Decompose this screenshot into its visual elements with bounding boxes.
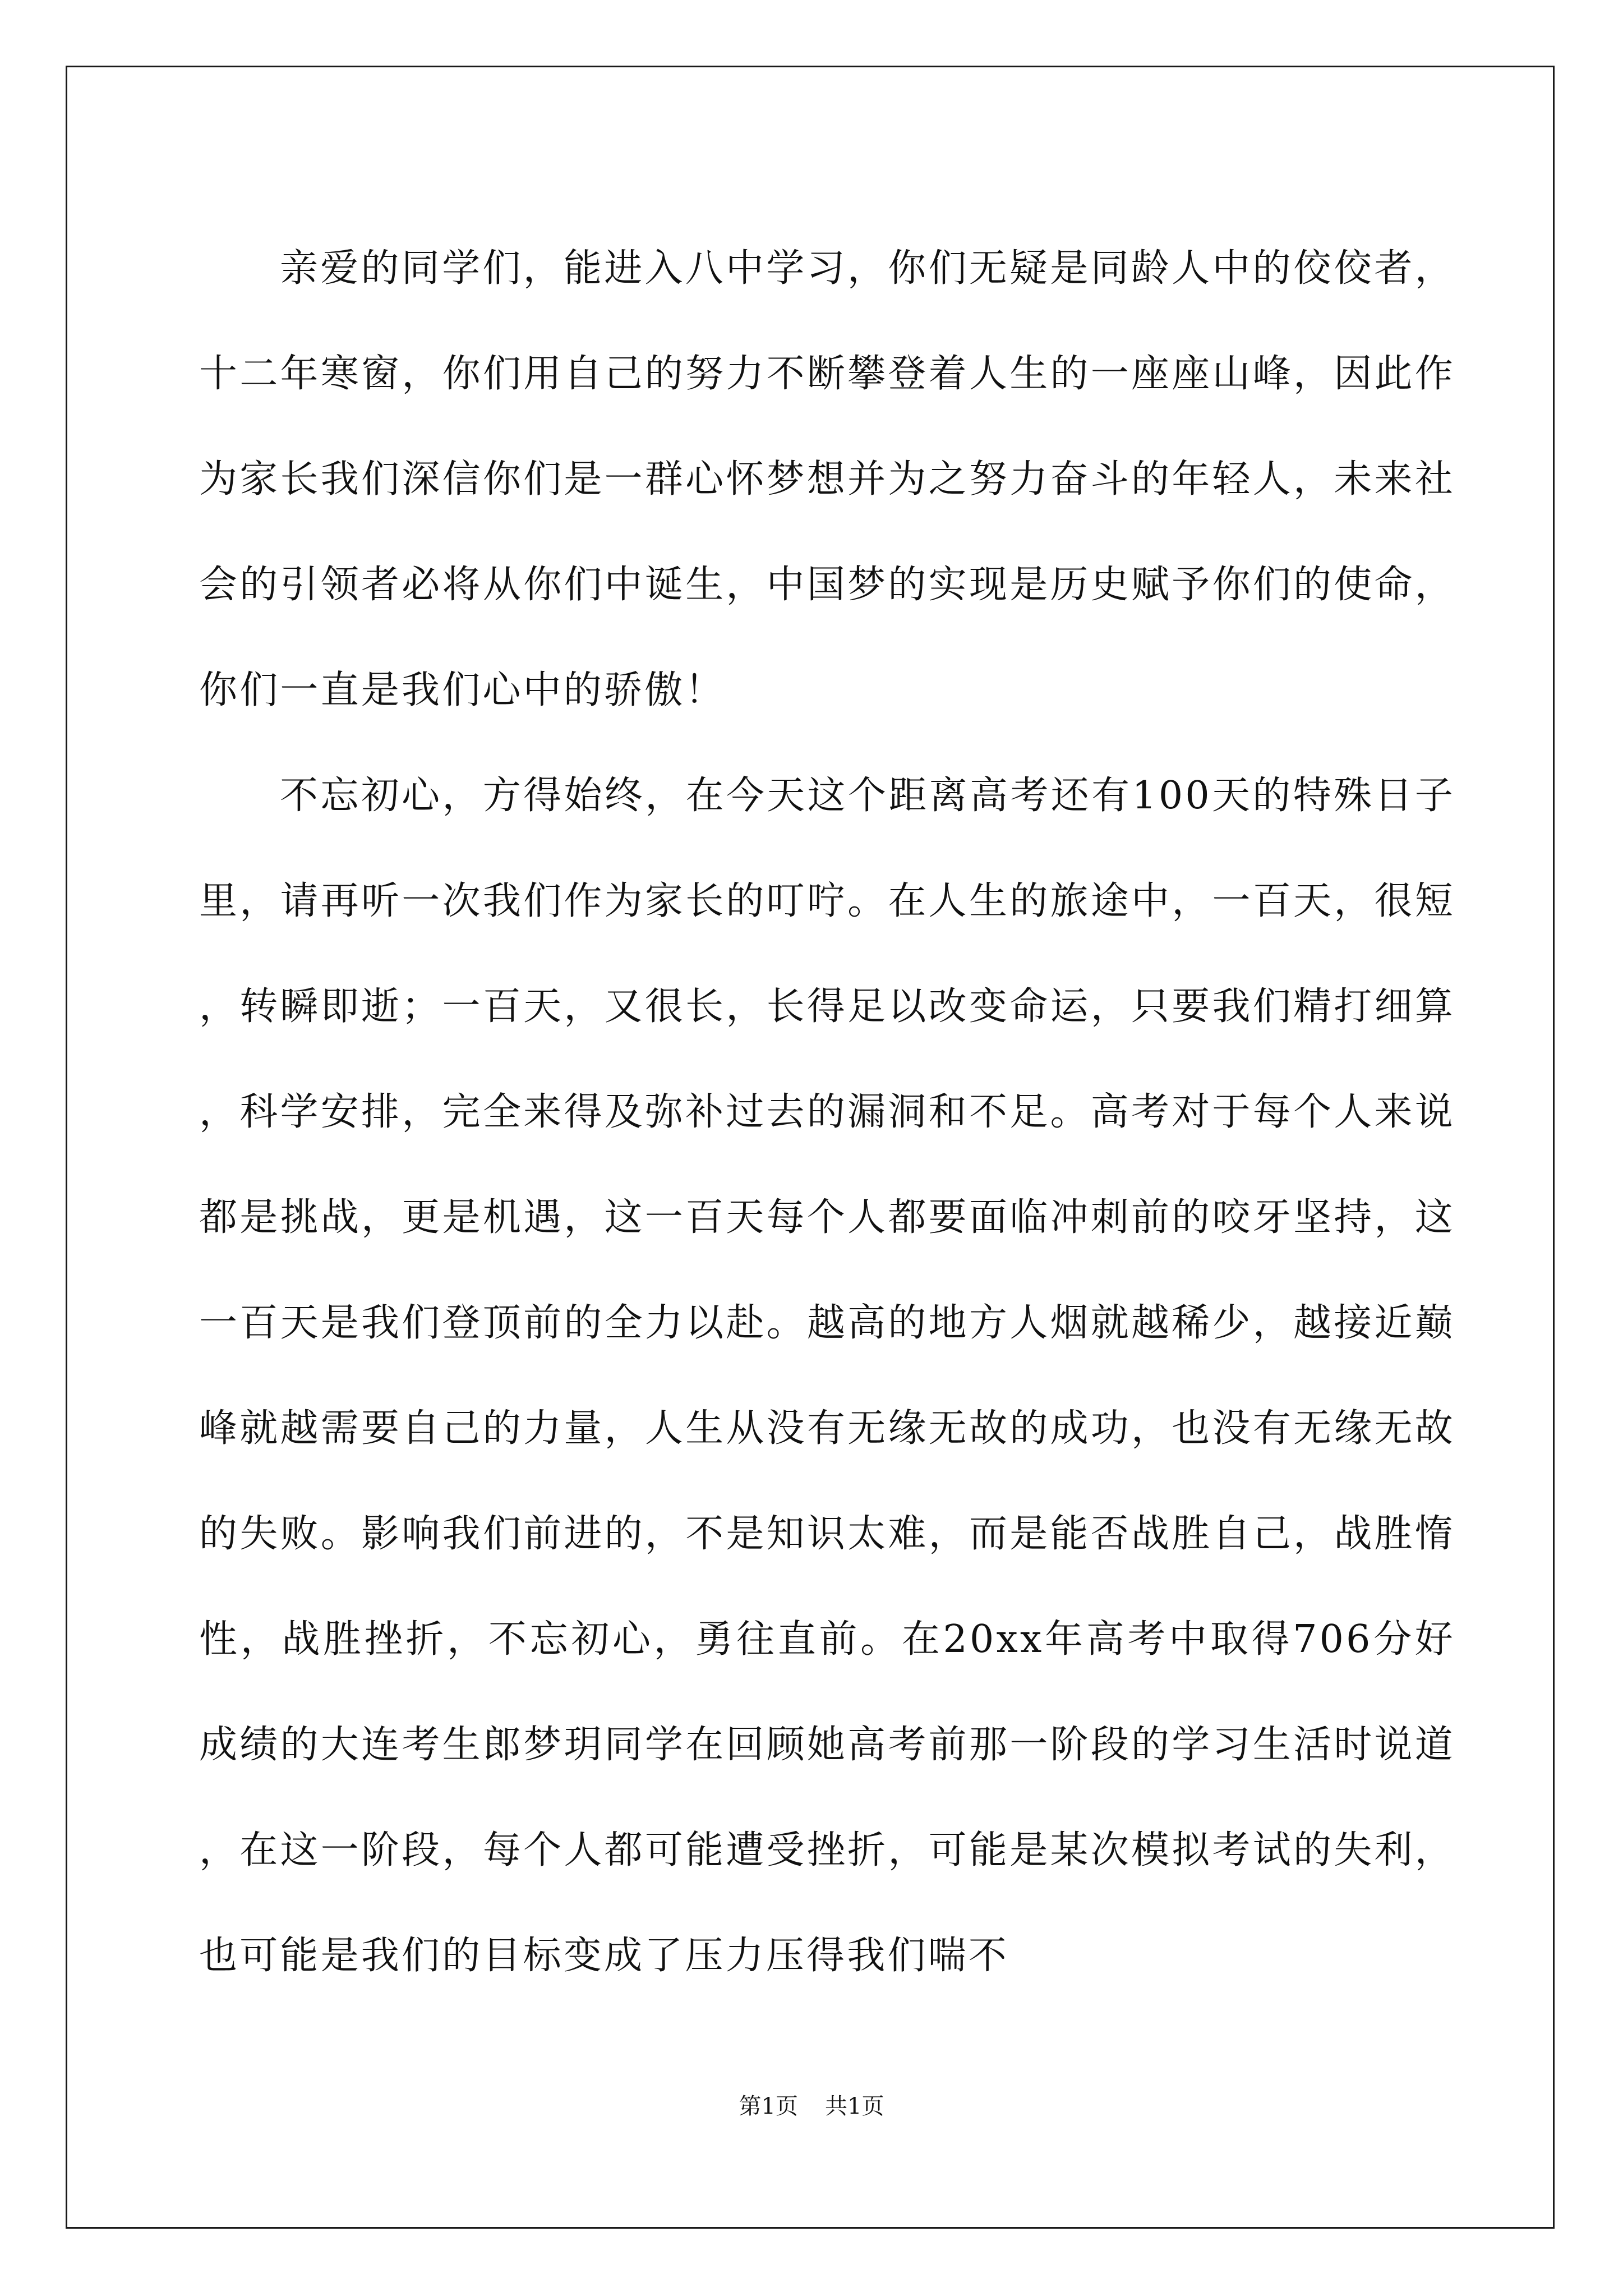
document-body [199,216,1455,2009]
page-footer [0,2091,1623,2122]
page-number-total: 共1页 [825,2093,884,2119]
paragraph-1: 亲爱的同学们，能进入八中学习，你们无疑是同龄人中的佼佼者，十二年寒窗，你们用自己的努力不断攀登着人生的一座座山峰，因此作为家长我们深信你们是一群心怀梦想并为之努力奋斗的年轻人，未来社会的引领者必将从你们中诞生，中国梦的实现是历史赋予你们的使命，你们一直是我们心中的骄傲！ [199,246,1455,712]
page-number-current: 第1页 [739,2093,798,2119]
paragraph-2: 不忘初心，方得始终，在今天这个距离高考还有100天的特殊日子里，请再听一次我们作为家长的叮咛。在人生的旅途中，一百天，很短，转瞬即逝；一百天，又很长，长得足以改变命运，只要我们精打细算，科学安排，完全来得及弥补过去的漏洞和不足。高考对于每个人来说都是挑战，更是机遇，这一百天每个人都要面临冲刺前的咬牙坚持，这一百天是我们登顶前的全力以赴。越高的地方人烟就越稀少，越接近巅峰就越需要自己的力量，人生从没有无缘无故的成功，也没有无缘无故的失败。影响我们前进的，不是知识太难，而是能否战胜自己，战胜惰性，战胜挫折，不忘初心，勇往直前。在20xx年高考中取得706分好成绩的大连考生郎梦玥同学在回顾她高考前那一阶段的学习生活时说道，在这一阶段，每个人都可能遭受挫折，可能是某次模拟考试的失利，也可能是我们的目标变成了压力压得我们喘不 [199,774,1455,1978]
